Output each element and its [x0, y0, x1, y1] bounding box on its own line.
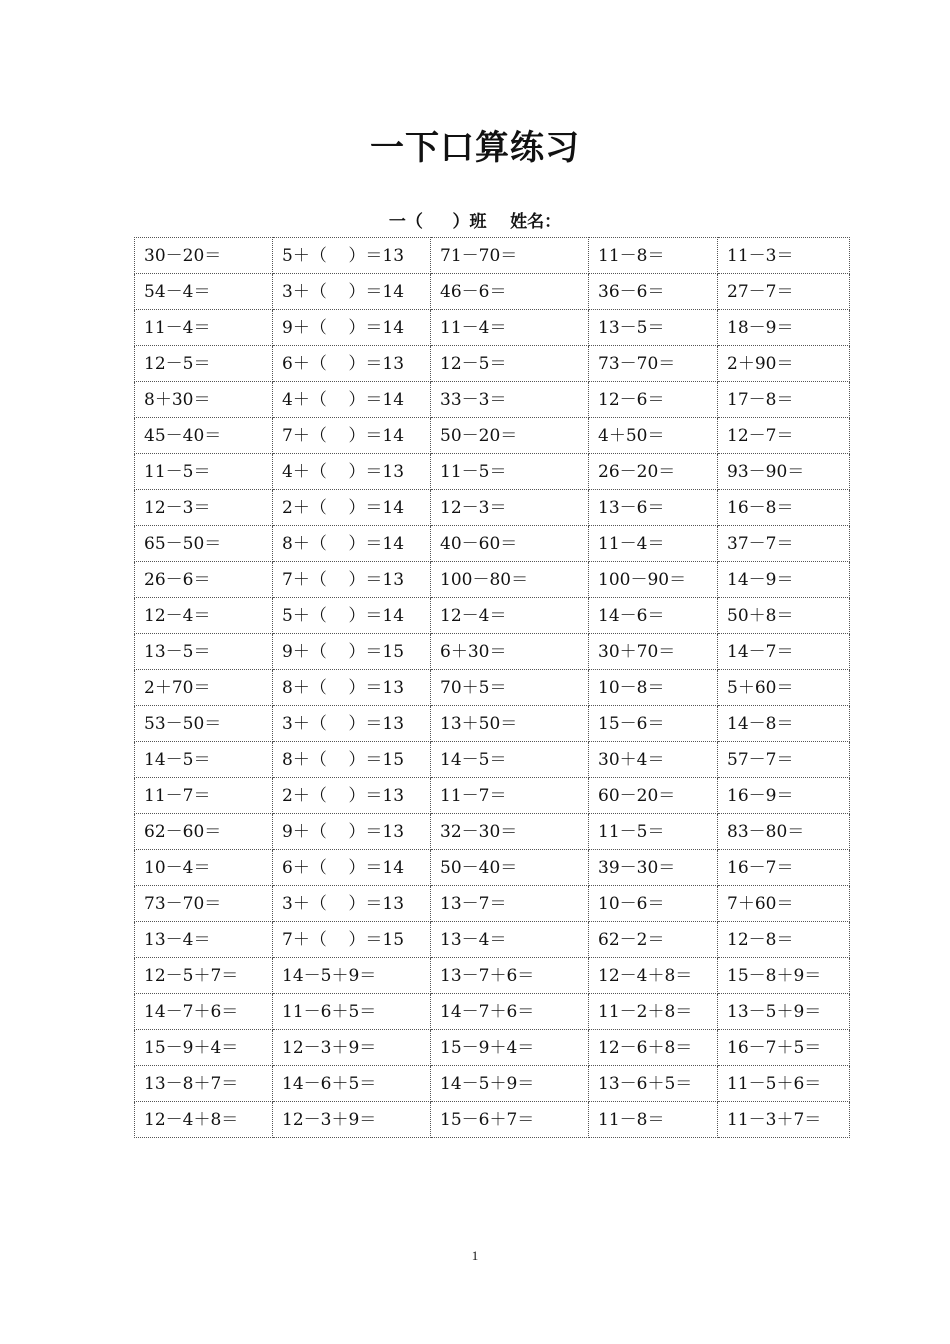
exercise-cell[interactable]: 13－4＝: [135, 922, 273, 958]
exercise-cell[interactable]: 6＋（ ）＝13: [273, 346, 431, 382]
exercise-cell[interactable]: 30＋4＝: [589, 742, 718, 778]
exercise-cell[interactable]: 12－3＝: [431, 490, 589, 526]
exercise-cell[interactable]: 3＋（ ）＝13: [273, 706, 431, 742]
exercise-cell[interactable]: 2＋90＝: [718, 346, 850, 382]
table-row: [135, 922, 850, 958]
table-row: [135, 382, 850, 418]
page-number: 1: [471, 1248, 479, 1263]
exercise-cell[interactable]: 7＋（ ）＝14: [273, 418, 431, 454]
exercise-cell[interactable]: 62－60＝: [135, 814, 273, 850]
page-title: 一下口算练习: [370, 128, 580, 168]
exercise-cell[interactable]: 11－7＝: [135, 778, 273, 814]
table-row: [135, 598, 850, 634]
exercise-cell[interactable]: 54－4＝: [135, 274, 273, 310]
exercise-cell[interactable]: 71－70＝: [431, 238, 589, 274]
exercise-cell[interactable]: 12－4＋8＝: [589, 958, 718, 994]
exercise-cell[interactable]: 14－9＝: [718, 562, 850, 598]
table-row: [135, 274, 850, 310]
exercise-cell[interactable]: 14－5＝: [135, 742, 273, 778]
table-row: [135, 1030, 850, 1066]
exercise-cell[interactable]: 27－7＝: [718, 274, 850, 310]
table-row: [135, 778, 850, 814]
exercise-cell[interactable]: 11－4＝: [431, 310, 589, 346]
exercise-cell[interactable]: 16－9＝: [718, 778, 850, 814]
exercise-cell[interactable]: 13－4＝: [431, 922, 589, 958]
exercise-cell[interactable]: 4＋50＝: [589, 418, 718, 454]
exercise-cell[interactable]: 8＋（ ）＝14: [273, 526, 431, 562]
exercise-cell[interactable]: 32－30＝: [431, 814, 589, 850]
exercise-cell[interactable]: 3＋（ ）＝13: [273, 886, 431, 922]
exercise-cell[interactable]: 2＋70＝: [135, 670, 273, 706]
exercise-cell[interactable]: 26－6＝: [135, 562, 273, 598]
exercise-cell[interactable]: 14－7＋6＝: [135, 994, 273, 1030]
exercise-cell[interactable]: 60－20＝: [589, 778, 718, 814]
exercise-cell[interactable]: 3＋（ ）＝14: [273, 274, 431, 310]
table-row: [135, 562, 850, 598]
exercise-cell[interactable]: 14－6＝: [589, 598, 718, 634]
exercise-cell[interactable]: 73－70＝: [135, 886, 273, 922]
exercise-table: [134, 237, 850, 1138]
exercise-cell[interactable]: 11－2＋8＝: [589, 994, 718, 1030]
exercise-cell[interactable]: 2＋（ ）＝14: [273, 490, 431, 526]
exercise-cell[interactable]: 8＋（ ）＝13: [273, 670, 431, 706]
table-row: [135, 958, 850, 994]
table-row: [135, 994, 850, 1030]
exercise-cell[interactable]: 4＋（ ）＝13: [273, 454, 431, 490]
exercise-cell[interactable]: 12－7＝: [718, 418, 850, 454]
exercise-cell[interactable]: 17－8＝: [718, 382, 850, 418]
exercise-cell[interactable]: 14－6＋5＝: [273, 1066, 431, 1102]
table-row: [135, 454, 850, 490]
exercise-cell[interactable]: 11－5＝: [589, 814, 718, 850]
table-row: [135, 238, 850, 274]
exercise-cell[interactable]: 73－70＝: [589, 346, 718, 382]
exercise-cell[interactable]: 13－7＝: [431, 886, 589, 922]
exercise-cell[interactable]: 12－3＋9＝: [273, 1030, 431, 1066]
exercise-cell[interactable]: 16－8＝: [718, 490, 850, 526]
exercise-cell[interactable]: 62－2＝: [589, 922, 718, 958]
exercise-cell[interactable]: 7＋60＝: [718, 886, 850, 922]
exercise-cell[interactable]: 14－8＝: [718, 706, 850, 742]
exercise-cell[interactable]: 70＋5＝: [431, 670, 589, 706]
exercise-cell[interactable]: 6＋（ ）＝14: [273, 850, 431, 886]
table-row: [135, 886, 850, 922]
exercise-cell[interactable]: 18－9＝: [718, 310, 850, 346]
exercise-cell[interactable]: 6＋30＝: [431, 634, 589, 670]
exercise-cell[interactable]: 50－40＝: [431, 850, 589, 886]
exercise-cell[interactable]: 30＋70＝: [589, 634, 718, 670]
exercise-cell[interactable]: 37－7＝: [718, 526, 850, 562]
table-row: [135, 850, 850, 886]
table-row: [135, 310, 850, 346]
exercise-cell[interactable]: 13－8＋7＝: [135, 1066, 273, 1102]
exercise-cell[interactable]: 10－8＝: [589, 670, 718, 706]
exercise-cell[interactable]: 13－6＝: [589, 490, 718, 526]
exercise-cell[interactable]: 5＋60＝: [718, 670, 850, 706]
exercise-cell[interactable]: 12－4＝: [431, 598, 589, 634]
exercise-cell[interactable]: 11－7＝: [431, 778, 589, 814]
table-row: [135, 526, 850, 562]
table-row: [135, 490, 850, 526]
exercise-cell[interactable]: 2＋（ ）＝13: [273, 778, 431, 814]
exercise-cell[interactable]: 65－50＝: [135, 526, 273, 562]
exercise-cell[interactable]: 12－3＋9＝: [273, 1102, 431, 1138]
exercise-cell[interactable]: 14－5＋9＝: [273, 958, 431, 994]
exercise-cell[interactable]: 9＋（ ）＝14: [273, 310, 431, 346]
exercise-cell[interactable]: 10－6＝: [589, 886, 718, 922]
exercise-cell[interactable]: 50＋8＝: [718, 598, 850, 634]
exercise-cell[interactable]: 11－6＋5＝: [273, 994, 431, 1030]
exercise-cell[interactable]: 46－6＝: [431, 274, 589, 310]
exercise-cell[interactable]: 13－5＋9＝: [718, 994, 850, 1030]
table-row: [135, 814, 850, 850]
exercise-cell[interactable]: 8＋30＝: [135, 382, 273, 418]
table-row: [135, 346, 850, 382]
exercise-cell[interactable]: 50－20＝: [431, 418, 589, 454]
exercise-cell[interactable]: 5＋（ ）＝13: [273, 238, 431, 274]
exercise-cell[interactable]: 11－4＝: [135, 310, 273, 346]
exercise-cell[interactable]: 13－5＝: [135, 634, 273, 670]
table-row: [135, 670, 850, 706]
table-row: [135, 1066, 850, 1102]
exercise-cell[interactable]: 15－9＋4＝: [431, 1030, 589, 1066]
exercise-cell[interactable]: 7＋（ ）＝15: [273, 922, 431, 958]
exercise-cell[interactable]: 11－8＝: [589, 238, 718, 274]
exercise-cell[interactable]: 100－90＝: [589, 562, 718, 598]
exercise-cell[interactable]: 9＋（ ）＝13: [273, 814, 431, 850]
exercise-cell[interactable]: 10－4＝: [135, 850, 273, 886]
exercise-cell[interactable]: 12－5＝: [431, 346, 589, 382]
exercise-cell[interactable]: 12－5＝: [135, 346, 273, 382]
exercise-cell[interactable]: 12－6＝: [589, 382, 718, 418]
exercise-cell[interactable]: 12－5＋7＝: [135, 958, 273, 994]
exercise-cell[interactable]: 16－7＝: [718, 850, 850, 886]
exercise-cell[interactable]: 15－6＝: [589, 706, 718, 742]
exercise-cell[interactable]: 11－8＝: [589, 1102, 718, 1138]
exercise-cell[interactable]: 11－4＝: [589, 526, 718, 562]
exercise-cell[interactable]: 11－5＋6＝: [718, 1066, 850, 1102]
exercise-cell[interactable]: 45－40＝: [135, 418, 273, 454]
exercise-cell[interactable]: 9＋（ ）＝15: [273, 634, 431, 670]
exercise-cell[interactable]: 83－80＝: [718, 814, 850, 850]
exercise-cell[interactable]: 93－90＝: [718, 454, 850, 490]
exercise-cell[interactable]: 8＋（ ）＝15: [273, 742, 431, 778]
exercise-cell[interactable]: 12－8＝: [718, 922, 850, 958]
exercise-cell[interactable]: 12－6＋8＝: [589, 1030, 718, 1066]
table-row: [135, 634, 850, 670]
table-row: [135, 418, 850, 454]
exercise-cell[interactable]: 4＋（ ）＝14: [273, 382, 431, 418]
exercise-cell[interactable]: 14－7＝: [718, 634, 850, 670]
exercise-cell[interactable]: 13＋50＝: [431, 706, 589, 742]
exercise-cell[interactable]: 12－4＝: [135, 598, 273, 634]
table-row: [135, 742, 850, 778]
exercise-cell[interactable]: 14－5＝: [431, 742, 589, 778]
exercise-cell[interactable]: 30－20＝: [135, 238, 273, 274]
table-row: [135, 1102, 850, 1138]
exercise-cell[interactable]: 13－7＋6＝: [431, 958, 589, 994]
class-name-line[interactable]: 一（ ）班 姓名：: [388, 212, 562, 232]
exercise-cell[interactable]: 11－3＋7＝: [718, 1102, 850, 1138]
exercise-cell[interactable]: 16－7＋5＝: [718, 1030, 850, 1066]
exercise-cell[interactable]: 14－7＋6＝: [431, 994, 589, 1030]
exercise-cell[interactable]: 100－80＝: [431, 562, 589, 598]
exercise-cell[interactable]: 11－3＝: [718, 238, 850, 274]
exercise-cell[interactable]: 13－6＋5＝: [589, 1066, 718, 1102]
exercise-cell[interactable]: 33－3＝: [431, 382, 589, 418]
exercise-cell[interactable]: 15－8＋9＝: [718, 958, 850, 994]
exercise-cell[interactable]: 26－20＝: [589, 454, 718, 490]
exercise-cell[interactable]: 53－50＝: [135, 706, 273, 742]
exercise-cell[interactable]: 12－4＋8＝: [135, 1102, 273, 1138]
table-row: [135, 706, 850, 742]
exercise-cell[interactable]: 5＋（ ）＝14: [273, 598, 431, 634]
exercise-cell[interactable]: 39－30＝: [589, 850, 718, 886]
exercise-cell[interactable]: 13－5＝: [589, 310, 718, 346]
exercise-cell[interactable]: 57－7＝: [718, 742, 850, 778]
exercise-cell[interactable]: 12－3＝: [135, 490, 273, 526]
exercise-cell[interactable]: 11－5＝: [135, 454, 273, 490]
exercise-cell[interactable]: 11－5＝: [431, 454, 589, 490]
exercise-cell[interactable]: 36－6＝: [589, 274, 718, 310]
exercise-cell[interactable]: 14－5＋9＝: [431, 1066, 589, 1102]
exercise-cell[interactable]: 40－60＝: [431, 526, 589, 562]
exercise-cell[interactable]: 15－9＋4＝: [135, 1030, 273, 1066]
exercise-cell[interactable]: 7＋（ ）＝13: [273, 562, 431, 598]
exercise-cell[interactable]: 15－6＋7＝: [431, 1102, 589, 1138]
